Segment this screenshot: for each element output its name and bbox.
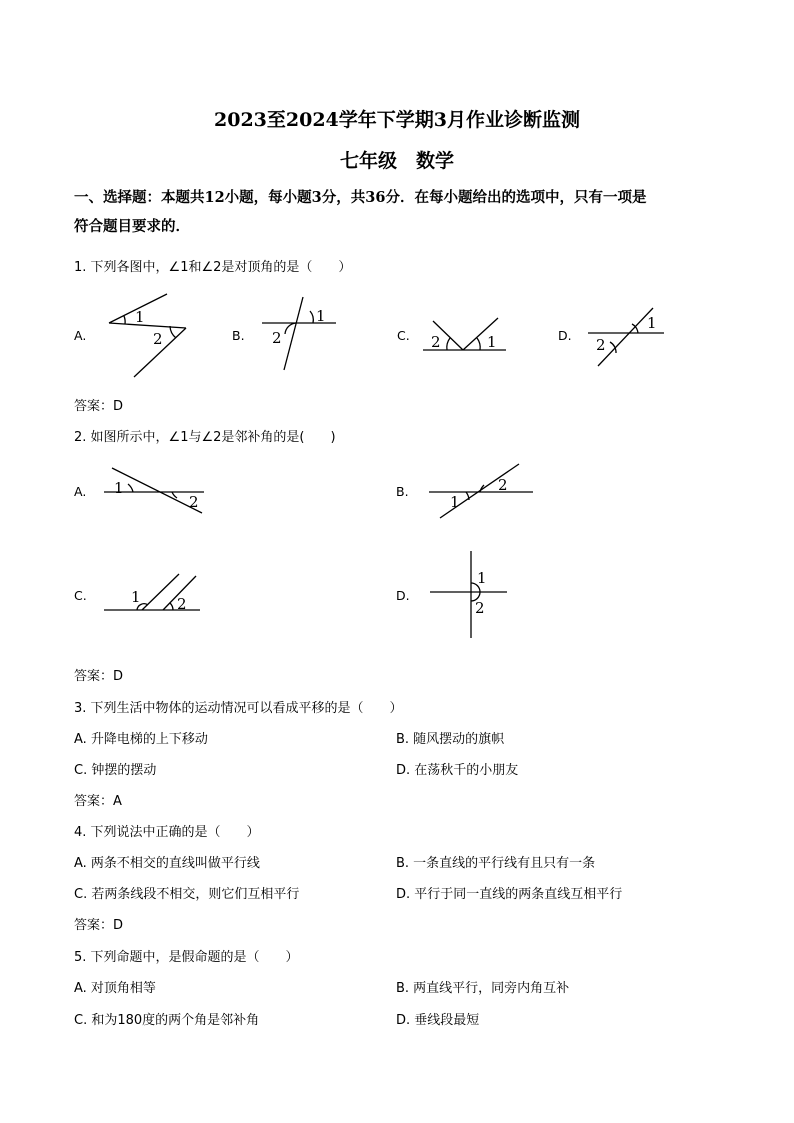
q2-answer: 答案：D bbox=[74, 669, 124, 684]
q4-option-d: D. 平行于同一直线的两条直线互相平行 bbox=[396, 887, 623, 902]
q1-a-label-2: 2 bbox=[153, 330, 163, 348]
q3-option-d: D. 在荡秋千的小朋友 bbox=[396, 763, 519, 778]
q2-figure-b bbox=[429, 464, 533, 518]
q2-d-label-2: 2 bbox=[475, 599, 485, 617]
q1-answer: 答案：D bbox=[74, 399, 124, 414]
q1-option-c: C. bbox=[397, 328, 410, 343]
q1-c-label-2: 2 bbox=[431, 333, 441, 351]
q2-option-c: C. bbox=[74, 588, 87, 603]
q1-option-d: D. bbox=[558, 328, 572, 343]
q4-option-b: B. 一条直线的平行线有且只有一条 bbox=[396, 856, 596, 871]
q2-b-label-2: 2 bbox=[498, 476, 508, 494]
q5-option-c: C. 和为180度的两个角是邻补角 bbox=[74, 1013, 260, 1028]
q3-stem: 3. 下列生活中物体的运动情况可以看成平移的是（ ） bbox=[74, 701, 403, 716]
q5-option-a: A. 对顶角相等 bbox=[74, 981, 156, 996]
q2-c-label-2: 2 bbox=[177, 595, 187, 613]
q1-d-label-1: 1 bbox=[647, 314, 657, 332]
section-heading-line1: 一、选择题：本题共12小题，每小题3分，共36分．在每小题给出的选项中，只有一项是 bbox=[74, 189, 647, 206]
q5-option-d: D. 垂线段最短 bbox=[396, 1013, 480, 1028]
q4-option-a: A. 两条不相交的直线叫做平行线 bbox=[74, 856, 260, 871]
q1-option-a: A. bbox=[74, 328, 87, 343]
q2-a-label-2: 2 bbox=[189, 493, 199, 511]
q2-option-d: D. bbox=[396, 588, 410, 603]
section-heading-line2: 符合题目要求的． bbox=[74, 218, 190, 235]
q1-stem: 1. 下列各图中，∠1和∠2是对顶角的是（ ） bbox=[74, 260, 352, 275]
q3-option-a: A. 升降电梯的上下移动 bbox=[74, 732, 208, 747]
q2-stem: 2. 如图所示中，∠1与∠2是邻补角的是( ) bbox=[74, 430, 336, 445]
q3-option-b: B. 随风摆动的旗帜 bbox=[396, 732, 505, 747]
q5-option-b: B. 两直线平行，同旁内角互补 bbox=[396, 981, 570, 996]
q1-b-label-2: 2 bbox=[272, 329, 282, 347]
q3-option-c: C. 钟摆的摆动 bbox=[74, 763, 157, 778]
q4-answer: 答案：D bbox=[74, 918, 124, 933]
q1-a-label-1: 1 bbox=[135, 308, 145, 326]
q4-stem: 4. 下列说法中正确的是（ ） bbox=[74, 825, 260, 840]
page-title: 2023至2024学年下学期3月作业诊断监测 bbox=[214, 109, 580, 131]
q1-c-label-1: 1 bbox=[487, 333, 497, 351]
q2-figure-d bbox=[430, 551, 507, 638]
page-subtitle: 七年级 数学 bbox=[339, 150, 454, 172]
q1-b-label-1: 1 bbox=[316, 307, 326, 325]
q2-a-label-1: 1 bbox=[114, 479, 124, 497]
q2-option-b: B. bbox=[396, 484, 409, 499]
q1-figure-a bbox=[109, 294, 186, 377]
q2-c-label-1: 1 bbox=[131, 588, 141, 606]
q1-option-b: B. bbox=[232, 328, 245, 343]
q2-d-label-1: 1 bbox=[477, 569, 487, 587]
q5-stem: 5. 下列命题中，是假命题的是（ ） bbox=[74, 950, 299, 965]
q3-answer: 答案：A bbox=[74, 794, 122, 809]
q2-b-label-1: 1 bbox=[450, 493, 460, 511]
q2-option-a: A. bbox=[74, 484, 87, 499]
q4-option-c: C. 若两条线段不相交，则它们互相平行 bbox=[74, 887, 300, 902]
q1-d-label-2: 2 bbox=[596, 336, 606, 354]
